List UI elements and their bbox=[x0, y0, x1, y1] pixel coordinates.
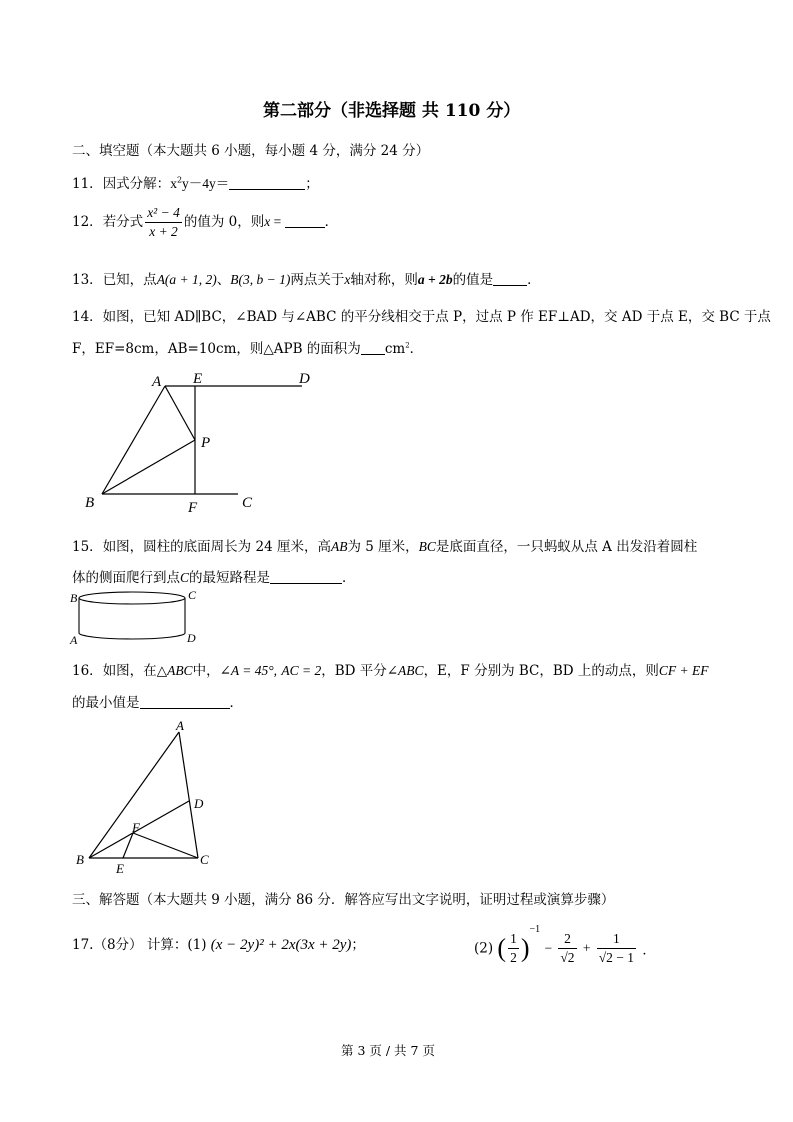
label-B: B bbox=[85, 495, 95, 511]
q12-number: 12． bbox=[72, 214, 103, 230]
q17-end: ． bbox=[642, 942, 656, 959]
label-P: P bbox=[201, 435, 211, 451]
q13-point-a: A(a + 1, 2) bbox=[156, 272, 217, 287]
cylinder-top bbox=[79, 592, 185, 604]
q13-tail: 的值是 bbox=[452, 272, 494, 288]
line-ba bbox=[89, 732, 179, 858]
label-E: E bbox=[116, 861, 124, 874]
label-D: D bbox=[299, 371, 310, 387]
question-13 bbox=[72, 268, 541, 288]
q13-number: 13． bbox=[72, 272, 103, 288]
question-11 bbox=[72, 172, 319, 192]
question-14-line-1: 14．如图，已知 AD∥BC，∠BAD 与∠ABC 的平分线相交于点 P，过点 P 作 EF⊥AD，交 AD 于点 E，交 BC 于点 bbox=[72, 309, 771, 325]
page-footer: 第 3 页 / 共 7 页 bbox=[341, 1043, 435, 1058]
q13-mid: 两点关于 bbox=[290, 272, 345, 288]
cylinder-bottom bbox=[79, 633, 185, 639]
q15-l1c: 是底面直径，一只蚂蚁从点 A 出发沿着圆柱 bbox=[435, 539, 698, 555]
line-bp bbox=[102, 440, 195, 494]
label-F: F bbox=[188, 500, 198, 516]
q12-denominator: x + 2 bbox=[149, 224, 178, 239]
q12-fraction bbox=[145, 204, 182, 241]
question-14-line-2 bbox=[72, 337, 423, 357]
line-ap bbox=[165, 386, 195, 440]
q13-axis: x bbox=[344, 272, 351, 287]
q15-l1b: 为 5 厘米， bbox=[347, 539, 419, 555]
q11-tail: ； bbox=[305, 176, 319, 192]
q15-cylinder-figure bbox=[68, 586, 208, 648]
q15-answer-blank[interactable] bbox=[270, 571, 342, 584]
q17-minus: − bbox=[544, 940, 553, 956]
section-heading-solutions: 三、解答题（本大题共 9 小题，满分 86 分．解答应写出文字说明，证明过程或演算步骤） bbox=[72, 892, 615, 908]
q13-end: ． bbox=[527, 272, 541, 288]
label-A: A bbox=[70, 633, 78, 647]
label-F: F bbox=[132, 820, 140, 835]
line-ab bbox=[102, 386, 165, 494]
section-heading-fill-in: 二、填空题（本大题共 6 小题，每小题 4 分，满分 24 分） bbox=[72, 143, 430, 159]
q11-answer-blank[interactable] bbox=[229, 177, 305, 190]
q17-frac-half bbox=[508, 930, 519, 967]
q12-tail: ． bbox=[324, 214, 339, 230]
question-17-part-2: (2) ( $\frac{1}{2}$ )$^{-1}$ − $\frac{2}{√2}$ + $\frac{1}{√2 - 1}$ ． bbox=[474, 924, 656, 965]
q15-c: C bbox=[180, 570, 190, 585]
q17-plus: + bbox=[582, 940, 591, 956]
q14-unit: cm bbox=[384, 341, 406, 357]
q12-numerator: x² − 4 bbox=[145, 204, 182, 223]
q16-end: ． bbox=[229, 695, 243, 711]
q14-line2-text: F，EF=8cm，AB=10cm，则△APB 的面积为 bbox=[72, 341, 361, 357]
q17-frac-1-sqrt2m1 bbox=[597, 930, 636, 967]
q17-lead: 计算：(1) bbox=[146, 937, 207, 953]
q16-number: 16． bbox=[72, 663, 103, 679]
q16-answer-blank[interactable] bbox=[140, 696, 230, 709]
question-12 bbox=[72, 204, 338, 241]
q17-frac-half-den: 2 bbox=[510, 950, 517, 965]
q17-part2-label: (2) bbox=[474, 940, 494, 957]
label-A: A bbox=[152, 374, 162, 390]
q16-l1a: 如图，在 bbox=[102, 663, 157, 679]
label-A: A bbox=[176, 718, 184, 733]
q16-ac: AC = 2 bbox=[281, 663, 322, 678]
q13-sep: 、 bbox=[216, 272, 231, 288]
q17-frac3-den: √2 − 1 bbox=[598, 950, 635, 965]
q12-equals: = bbox=[270, 214, 285, 229]
q15-ab: AB bbox=[330, 539, 348, 554]
q15-end: ． bbox=[342, 570, 356, 586]
q16-l1b: 中， bbox=[192, 663, 220, 679]
q11-exponent: 2 bbox=[176, 175, 183, 185]
label-C: C bbox=[242, 495, 253, 511]
q17-frac-2-sqrt2 bbox=[558, 930, 576, 967]
q13-lead: 已知，点 bbox=[102, 272, 157, 288]
label-C: C bbox=[188, 588, 197, 602]
question-16-line-1 bbox=[72, 659, 709, 679]
line-fc bbox=[133, 833, 198, 858]
q15-l2a: 体的侧面爬行到点 bbox=[72, 570, 180, 586]
q17-frac2-den: √2 bbox=[560, 950, 575, 965]
q15-l1a: 如图，圆柱的底面周长为 24 厘米，高 bbox=[102, 539, 331, 555]
q12-variable: x bbox=[264, 214, 271, 229]
q16-angle: ∠A = 45°, bbox=[219, 663, 278, 678]
q13-expr: a + 2b bbox=[417, 272, 453, 287]
q14-end: ． bbox=[409, 341, 424, 357]
label-E: E bbox=[193, 371, 203, 387]
q17-neg-exponent: −1 bbox=[529, 924, 541, 935]
label-D: D bbox=[187, 631, 196, 645]
q15-number: 15． bbox=[72, 539, 103, 555]
q14-figure bbox=[70, 362, 330, 522]
q13-point-b: B(3, b − 1) bbox=[230, 272, 291, 287]
q17-semicolon: ； bbox=[351, 937, 365, 953]
q13-mid2: 轴对称，则 bbox=[350, 272, 418, 288]
line-fe bbox=[123, 833, 133, 858]
q16-expr: CF + EF bbox=[658, 663, 709, 678]
q16-abc: ∠ABC bbox=[386, 663, 424, 678]
q14-unit-exponent: 2 bbox=[405, 341, 410, 350]
q16-l1c: ，BD 平分 bbox=[321, 663, 387, 679]
q12-lead: 若分式 bbox=[102, 214, 144, 230]
q12-answer-blank[interactable] bbox=[285, 215, 325, 228]
label-C: C bbox=[200, 852, 209, 867]
q17-frac3-num: 1 bbox=[597, 930, 636, 949]
q16-l2: 的最小值是 bbox=[72, 695, 140, 711]
q13-answer-blank[interactable] bbox=[493, 273, 527, 286]
q15-l2b: 的最短路程是 bbox=[189, 570, 271, 586]
label-D: D bbox=[194, 796, 204, 811]
q16-l1d: ，E，F 分别为 BC，BD 上的动点，则 bbox=[423, 663, 659, 679]
q17-number: 17.（8分） bbox=[72, 937, 143, 953]
q17-expr-1: (x − 2y)² + 2x(3x + 2y) bbox=[210, 937, 352, 953]
q11-lead: 因式分解： bbox=[102, 176, 171, 192]
q11-expr-b: y－4y＝ bbox=[182, 176, 230, 191]
q12-mid: 的值为 0，则 bbox=[183, 214, 265, 230]
question-16-line-2 bbox=[72, 691, 243, 711]
question-15-line-2 bbox=[72, 566, 356, 586]
page-title: 第二部分（非选择题 共 110 分） bbox=[263, 101, 521, 121]
question-17-part-1 bbox=[72, 933, 365, 954]
line-ac bbox=[179, 732, 198, 858]
q16-triangle: △ABC bbox=[156, 663, 193, 678]
q14-answer-blank[interactable] bbox=[361, 342, 385, 355]
q16-figure bbox=[70, 712, 220, 874]
question-15-line-1 bbox=[72, 535, 697, 555]
label-B: B bbox=[70, 591, 78, 605]
label-B: B bbox=[76, 852, 84, 867]
q11-number: 11． bbox=[72, 176, 103, 192]
q15-bc: BC bbox=[418, 539, 436, 554]
q11-expr-a: x bbox=[170, 176, 177, 191]
q17-frac2-num: 2 bbox=[558, 930, 576, 949]
q17-frac-half-num: 1 bbox=[508, 930, 519, 949]
